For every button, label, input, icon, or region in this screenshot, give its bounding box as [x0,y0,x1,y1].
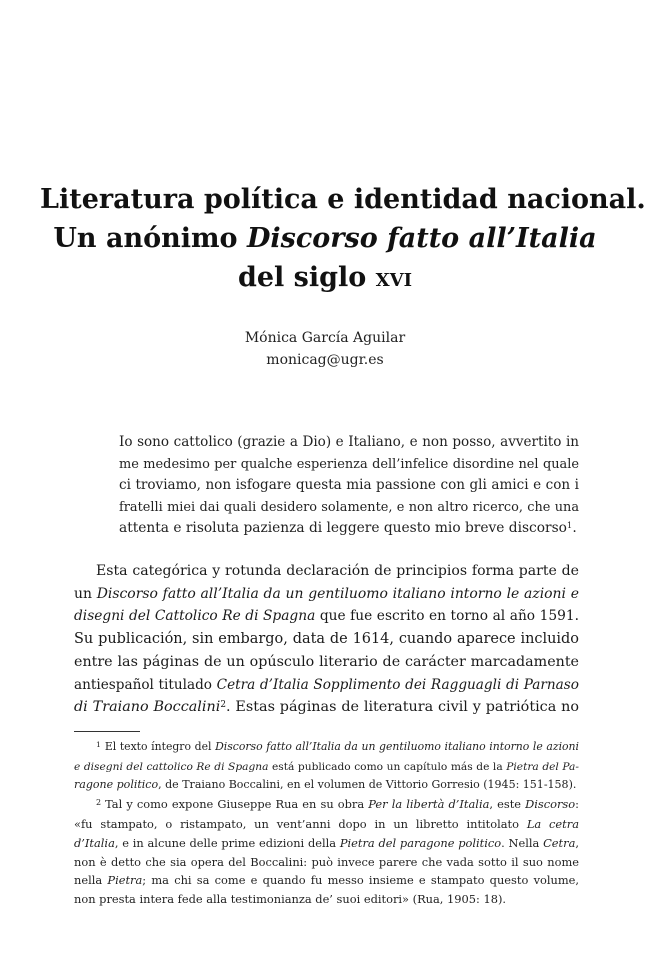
body-line: Su publicación, sin embargo, data de 1614, cuando aparece incluido [74,631,579,648]
chapter-title [40,180,646,298]
title-line-3: del siglo xvi [237,262,413,293]
footnote-2-line: $^2$ Tal y como expone Giuseppe Rua en su obra Per la libertà d’Italia, este Discorso: [96,796,579,811]
epigraph-quote [119,432,579,540]
footnote-2-number: 2 [96,797,102,807]
author-name: Mónica García Aguilar [244,330,406,346]
footnote-1-line: $^1$ El texto íntegro del Discorso fatto all’Italia da un gentiluomo italiano intorno le azioni [96,739,579,753]
footnote-ref-2[interactable]: 2 [220,700,226,711]
footnote-separator [74,731,140,732]
epigraph-line: Io sono cattolico (grazie a Dio) e Italiano, e non posso, avvertito in [119,434,579,450]
footnote-2-line: non presta intera fede alla testimonianza de’ suoi editori» (Rua, 1905: 18). [74,891,507,906]
body-line: antiespañol titulado Cetra d’Italia Sopplimento dei Ragguagli di Parnaso [74,676,579,693]
footnote-2-line: d’Italia, e in alcune delle prime edizioni della Pietra del paragone politico. Nella Cetra, [74,835,579,850]
epigraph-line: fratelli miei dai quali desidero solamente, e non altro ricerco, che una [119,499,579,515]
title-century: xvi [375,263,413,293]
title-line-2: Un anónimo Discorso fatto all’Italia [53,223,597,254]
footnote-1-number: 1 [96,739,101,749]
epigraph-line: me medesimo per qualche esperienza dell’infelice disordine nel quale [119,456,579,472]
title-italic-work: Discorso fatto all’Italia [246,223,597,254]
body-line: di Traiano Boccalini$^2$. Estas páginas de literatura civil y patriótica no [74,699,580,716]
epigraph-line: ci troviamo, non isfogare questa mia passione con gli amici e con i [119,477,579,493]
body-line: entre las páginas de un opúsculo literario de carácter marcadamente [74,653,579,670]
body-line: un Discorso fatto all’Italia da un gentiluomo italiano intorno le azioni e [74,585,579,602]
footnote-1-line: ragone politico, de Traiano Boccalini, en el volumen de Vittorio Gorresio (1945: 151-158). [74,778,577,792]
footnote-2-line: nella Pietra; ma chi sa come e quando fu messo insieme e stampato questo volume, [74,873,580,888]
epigraph-line: attenta e risoluta pazienza di leggere questo mio breve discorso$^1$. [119,520,577,536]
author-email: monicag@ugr.es [266,352,384,368]
footnote-2-line: non è detto che sia opera del Boccalini: può invece parere che vada sotto il suo nome [74,854,579,869]
footnote-ref-1[interactable]: 1 [566,521,573,532]
footnote-2-line: «fu stampato, o ristampato, un vent’anni dopo in un libretto intitolato La cetra [74,817,579,832]
title-line-1: Literatura política e identidad nacional. [40,184,646,215]
footnote-1-line: e disegni del cattolico Re di Spagna está publicado como un capítulo más de la Pietra del Pa- [74,759,579,773]
body-paragraph [74,560,579,719]
footnotes [74,738,579,908]
body-line: disegni del Cattolico Re di Spagna que fue escrito en torno al año 1591. [74,608,579,625]
body-line: Esta categórica y rotunda declaración de principios forma parte de [96,563,579,579]
